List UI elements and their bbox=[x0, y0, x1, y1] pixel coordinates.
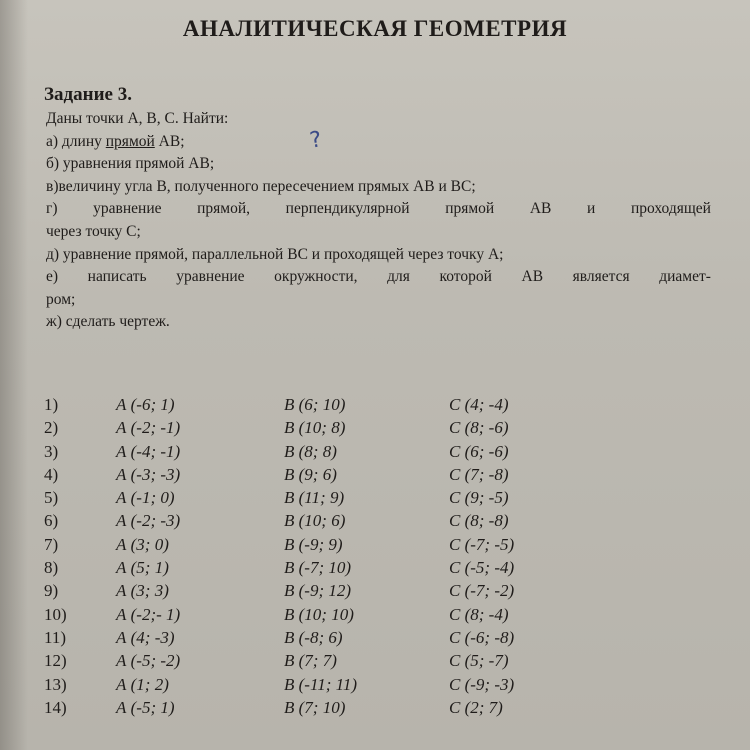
point-a: А (1; 2) bbox=[116, 674, 169, 694]
point-c: С (8; -6) bbox=[449, 418, 509, 438]
point-c: С (7; -8) bbox=[449, 464, 509, 484]
variant-row bbox=[44, 488, 724, 511]
task-word: г) bbox=[46, 200, 58, 218]
variant-row bbox=[44, 395, 724, 418]
point-b: В (10; 8) bbox=[284, 418, 346, 438]
point-b: В (-9; 9) bbox=[284, 534, 343, 554]
handwritten-question-mark: ? bbox=[307, 127, 324, 154]
point-c: С (4; -4) bbox=[449, 395, 509, 414]
task-item-e-continued: ром; bbox=[46, 290, 76, 308]
task-word: уравнение bbox=[176, 268, 245, 286]
task-item-g bbox=[46, 198, 711, 221]
task-word: окружности, bbox=[274, 268, 358, 286]
task-item-a-suffix: АВ; bbox=[154, 132, 185, 150]
variant-row bbox=[44, 511, 724, 534]
variant-number: 12) bbox=[44, 651, 67, 671]
task-word: прямой, bbox=[197, 200, 251, 218]
variant-number: 1) bbox=[44, 395, 59, 414]
point-b: В (10; 10) bbox=[284, 604, 354, 624]
point-b: В (-11; 11) bbox=[284, 674, 358, 694]
point-c: С (-6; -8) bbox=[449, 627, 515, 647]
point-a: А (4; -3) bbox=[116, 627, 175, 647]
variant-number: 10) bbox=[44, 604, 67, 624]
task-intro: Даны точки А, В, С. Найти: bbox=[46, 110, 229, 127]
point-b: В (7; 7) bbox=[284, 651, 337, 671]
task-item-a bbox=[46, 131, 711, 154]
point-a: А (5; 1) bbox=[116, 558, 169, 578]
point-c: С (8; -4) bbox=[449, 604, 509, 624]
point-c: С (9; -5) bbox=[449, 488, 509, 508]
variant-row bbox=[44, 605, 724, 628]
task-text bbox=[46, 108, 711, 334]
point-c: С (-7; -2) bbox=[449, 581, 515, 601]
point-a: А (3; 0) bbox=[116, 534, 169, 554]
task-word: и bbox=[587, 200, 596, 218]
variant-number: 9) bbox=[44, 581, 59, 601]
task-word: написать bbox=[87, 268, 147, 286]
variant-number: 3) bbox=[44, 441, 59, 461]
point-a: А (-2; -3) bbox=[116, 511, 181, 531]
variant-number: 8) bbox=[44, 558, 59, 578]
variant-row bbox=[44, 581, 724, 604]
task-word: перпендикулярной bbox=[285, 200, 410, 218]
point-b: В (11; 9) bbox=[284, 488, 345, 508]
variant-number: 13) bbox=[44, 674, 67, 694]
task-word: е) bbox=[46, 268, 59, 286]
task-item-e bbox=[46, 266, 711, 289]
point-b: В (6; 10) bbox=[284, 395, 346, 414]
point-b: В (-9; 12) bbox=[284, 581, 352, 601]
variant-row bbox=[44, 535, 724, 558]
task-word: АВ bbox=[521, 268, 544, 286]
point-a: А (-3; -3) bbox=[116, 464, 181, 484]
variant-row bbox=[44, 442, 724, 465]
task-word: диамет- bbox=[659, 268, 711, 286]
point-b: В (8; 8) bbox=[284, 441, 337, 461]
point-a: А (-1; 0) bbox=[116, 488, 175, 508]
point-c: С (8; -8) bbox=[449, 511, 509, 531]
page-edge-shadow bbox=[0, 0, 28, 750]
task-heading: Задание 3. bbox=[44, 84, 132, 105]
task-item-a-underlined: прямой bbox=[105, 132, 155, 150]
page-title: АНАЛИТИЧЕСКАЯ ГЕОМЕТРИЯ bbox=[182, 16, 568, 41]
task-word: АВ bbox=[529, 200, 552, 218]
point-c: С (-5; -4) bbox=[449, 558, 515, 578]
variant-row bbox=[44, 628, 724, 651]
point-c: С (2; 7) bbox=[449, 697, 503, 717]
task-item-d: д) уравнение прямой, параллельной ВС и проходящей через точку А; bbox=[46, 245, 504, 263]
variant-row bbox=[44, 651, 724, 674]
variant-row bbox=[44, 698, 724, 721]
variant-number: 11) bbox=[44, 627, 67, 647]
point-a: А (-6; 1) bbox=[116, 395, 175, 414]
point-c: С (-9; -3) bbox=[449, 674, 515, 694]
task-item-zh: ж) сделать чертеж. bbox=[46, 313, 170, 331]
variant-number: 7) bbox=[44, 534, 59, 554]
point-b: В (7; 10) bbox=[284, 697, 346, 717]
point-a: А (-4; -1) bbox=[116, 441, 181, 461]
variant-row bbox=[44, 675, 724, 698]
variant-number: 4) bbox=[44, 464, 59, 484]
point-b: В (10; 6) bbox=[284, 511, 346, 531]
task-item-g-continued: через точку С; bbox=[46, 222, 141, 240]
task-item-v: в)величину угла В, полученного пересечением прямых АВ и ВС; bbox=[46, 177, 476, 195]
variant-number: 14) bbox=[44, 697, 67, 717]
variants-table bbox=[44, 395, 724, 721]
point-a: А (-5; -2) bbox=[116, 651, 181, 671]
point-a: А (-5; 1) bbox=[116, 697, 175, 717]
variant-number: 5) bbox=[44, 488, 59, 508]
point-b: В (-8; 6) bbox=[284, 627, 343, 647]
task-word: прямой bbox=[445, 200, 495, 218]
point-c: С (6; -6) bbox=[449, 441, 509, 461]
variant-row bbox=[44, 418, 724, 441]
task-word: для bbox=[387, 268, 410, 286]
point-c: С (-7; -5) bbox=[449, 534, 515, 554]
task-word: которой bbox=[439, 268, 492, 286]
point-b: В (9; 6) bbox=[284, 464, 337, 484]
point-b: В (-7; 10) bbox=[284, 558, 352, 578]
task-word: уравнение bbox=[93, 200, 162, 218]
task-word: является bbox=[572, 268, 630, 286]
point-c: С (5; -7) bbox=[449, 651, 509, 671]
task-item-b: б) уравнения прямой АВ; bbox=[46, 155, 215, 173]
variant-number: 6) bbox=[44, 511, 59, 531]
task-item-a-prefix: а) длину bbox=[46, 132, 106, 150]
point-a: А (3; 3) bbox=[116, 581, 169, 601]
variant-number: 2) bbox=[44, 418, 59, 438]
variant-row bbox=[44, 465, 724, 488]
task-word: проходящей bbox=[630, 200, 711, 218]
point-a: А (-2;- 1) bbox=[116, 604, 181, 624]
point-a: А (-2; -1) bbox=[116, 418, 181, 438]
variant-row bbox=[44, 558, 724, 581]
